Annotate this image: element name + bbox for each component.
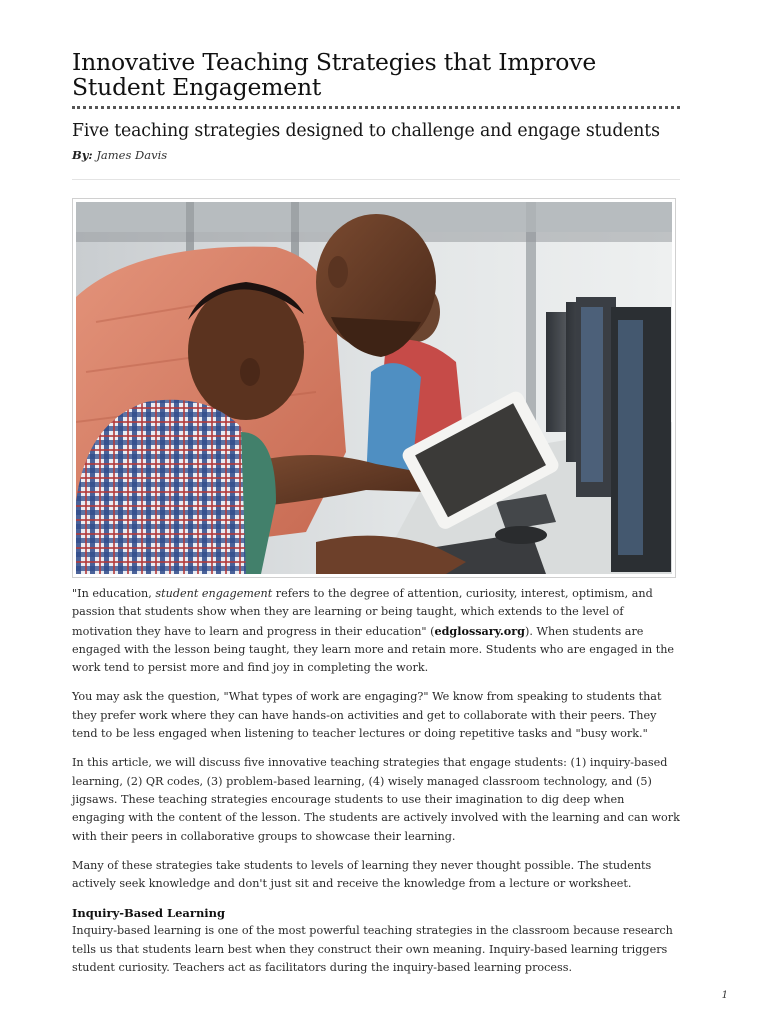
article-title: Innovative Teaching Strategies that Improve Student Engagement [72, 48, 597, 101]
paragraph-inquiry: Inquiry-based learning is one of the most powerful teaching strategies in the classroom because research tells us that students learn best when they construct their own meaning. Inquiry-based learning triggers student curiosity. Teachers act as facilitators during the inquiry-based learning process. [72, 924, 673, 975]
paragraph-intro [72, 585, 680, 677]
paragraph-intro-text-a: "In education, [72, 587, 156, 600]
byline [72, 147, 680, 163]
section-heading-inquiry: Inquiry-Based Learning [72, 906, 226, 921]
document-page [72, 50, 680, 988]
byline-label: By: [72, 148, 93, 162]
paragraph-five-strategies: In this article, we will discuss five innovative teaching strategies that engage students: (1) inquiry-based learning, (2) QR codes, (3) problem-based learning, (4) wisely managed classroom technology, and (5) jigsaws. These teaching strategies encourage students to use their imagination to dig deep when engaging with the content of the lesson. The students are actively involved with the learning and can work with their peers in collaborative groups to showcase their learning. [72, 756, 680, 843]
article-photo [72, 198, 676, 578]
emphasis-student-engagement: student engagement [155, 587, 273, 600]
photo-teacher-student-tablet [76, 202, 672, 574]
byline-divider [72, 179, 680, 180]
article-body [72, 585, 680, 977]
article-subtitle: Five teaching strategies designed to challenge and engage students [72, 121, 660, 141]
author-name: James Davis [96, 148, 168, 162]
page-number: 1 [721, 990, 728, 1001]
paragraph-levels-of-learning: Many of these strategies take students to levels of learning they never thought possible. The students actively seek knowledge and don't just sit and receive the knowledge from a lecture or worksheet. [72, 858, 652, 891]
paragraph-intro-text-b: refers to the degree of attention, curiosity, interest, optimism, and passion that students show when they are learning or being taught, which extends to the level of motivation they have to learn and progress in their education" ( [72, 587, 653, 638]
source-link-edglossary[interactable]: edglossary.org [434, 623, 525, 638]
paragraph-engaging-work: You may ask the question, "What types of work are engaging?" We know from speaking to students that they prefer work where they can have hands-on activities and get to collaborate with their peers. They tend to be less engaged when listening to teacher lectures or doing repetitive tasks and "busy work." [72, 690, 662, 741]
title-divider [72, 106, 680, 109]
paragraph-intro-text-c: ). When students are engaged with the lesson being taught, they learn more and retain more. Students who are engaged in the work tend to persist more and find joy in completing the work. [72, 624, 675, 675]
